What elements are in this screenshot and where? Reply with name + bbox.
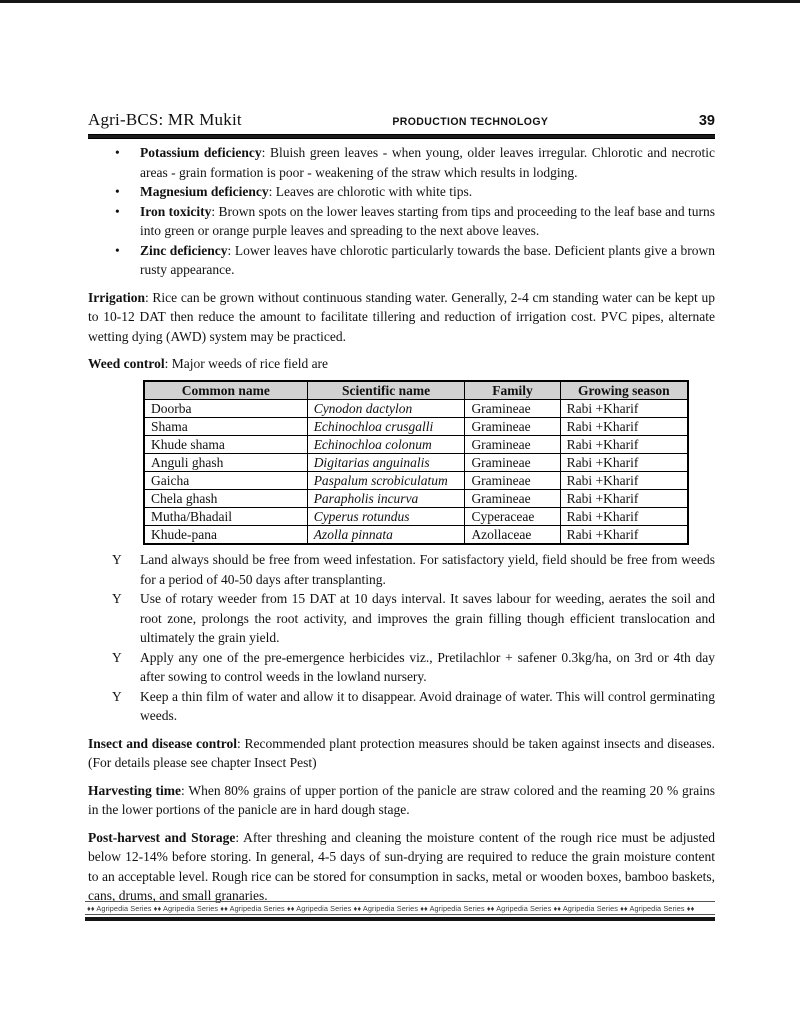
cell-family: Gramineae — [465, 418, 560, 436]
deficiency-text: : Bluish green leaves - when young, older leaves irregular. Chlorotic and necrotic areas - grain formation is poor - weakening of the straw which results in lodging. — [140, 145, 715, 180]
upsilon-bullet-icon: Υ — [112, 591, 122, 606]
paragraph-weed-control — [88, 354, 715, 374]
list-item — [88, 687, 715, 726]
cell-scientific-name: Digitarias anguinalis — [307, 454, 465, 472]
cell-scientific-name: Paspalum scrobiculatum — [307, 472, 465, 490]
cell-scientific-name: Azolla pinnata — [307, 526, 465, 545]
deficiency-list — [88, 143, 715, 280]
paragraph-lead: Insect and disease control — [88, 735, 238, 751]
paragraph-text: : Major weeds of rice field are — [164, 356, 329, 371]
cell-family: Gramineae — [465, 454, 560, 472]
table-row — [144, 454, 688, 472]
bullet-icon: • — [115, 145, 120, 160]
weed-practices-list — [88, 550, 715, 726]
cell-season: Rabi +Kharif — [560, 400, 688, 418]
cell-common-name: Anguli ghash — [144, 454, 307, 472]
footer-series-text: ♦♦ Agripedia Series ♦♦ Agripedia Series ♦♦ Agripedia Series ♦♦ Agripedia Series ♦♦ Agripedia Series ♦♦ Agripedia Series ♦♦ Agripedia Series ♦♦ Agripedia Series ♦♦ Agripedia Series ♦♦ — [85, 901, 715, 915]
page-content — [88, 110, 715, 906]
table-row — [144, 526, 688, 545]
deficiency-text: : Leaves are chlorotic with white tips. — [268, 184, 473, 199]
cell-season: Rabi +Kharif — [560, 472, 688, 490]
cell-family: Gramineae — [465, 400, 560, 418]
bullet-icon: • — [115, 184, 120, 199]
paragraph-text: : Rice can be grown without continuous standing water. Generally, 2-4 cm standing water can be kept up to 10-12 DAT then reduce the amount to facilitate tillering and reduction of irrigation cost. PVC pipes, alternate wetting dying (AWD) system may be practiced. — [88, 289, 715, 344]
list-item — [88, 589, 715, 648]
table-row — [144, 400, 688, 418]
deficiency-lead: Iron toxicity — [140, 203, 212, 219]
column-header-family: Family — [465, 381, 560, 400]
cell-season: Rabi +Kharif — [560, 454, 688, 472]
paragraph-text: : When 80% grains of upper portion of the panicle are straw colored and the reaming 20 % grains in the lower portions of the panicle are in hard dough stage. — [88, 782, 715, 817]
list-item — [88, 550, 715, 589]
deficiency-lead: Zinc deficiency — [140, 242, 228, 258]
deficiency-text: : Lower leaves have chlorotic particularly towards the base. Deficient plants give a brown rusty appearance. — [140, 242, 715, 277]
weeds-table — [143, 380, 689, 546]
practice-text: Land always should be free from weed infestation. For satisfactory yield, field should be free from weeds for a period of 40-50 days after transplanting. — [140, 552, 715, 587]
paragraph-irrigation — [88, 288, 715, 347]
cell-season: Rabi +Kharif — [560, 436, 688, 454]
column-header-common-name: Common name — [144, 381, 307, 400]
upsilon-bullet-icon: Υ — [112, 552, 122, 567]
cell-scientific-name: Echinochloa crusgalli — [307, 418, 465, 436]
cell-scientific-name: Parapholis incurva — [307, 490, 465, 508]
cell-common-name: Khude shama — [144, 436, 307, 454]
column-header-growing-season: Growing season — [560, 381, 688, 400]
list-item — [88, 143, 715, 182]
paragraph-text: : Recommended plant protection measures should be taken against insects and diseases. (For details please see chapter Insect Pest) — [88, 735, 715, 770]
table-row — [144, 472, 688, 490]
cell-common-name: Shama — [144, 418, 307, 436]
page-footer — [85, 901, 715, 921]
deficiency-text: : Brown spots on the lower leaves starting from tips and proceeding to the leaf base and turns into green or orange purple leaves and spreading to the next above leaves. — [140, 203, 715, 238]
practice-text: Apply any one of the pre-emergence herbicides viz., Pretilachlor + safener 0.3kg/ha, on 3rd or 4th day after sowing to control weeds in the lowland nursery. — [140, 649, 715, 684]
bullet-icon: • — [115, 203, 120, 219]
paragraph-lead: Irrigation — [88, 289, 145, 305]
table-row — [144, 418, 688, 436]
paragraph-text: : After threshing and cleaning the moisture content of the rough rice must be adjusted below 12-14% before storing. In general, 4-5 days of sun-drying are required to reduce the grain moisture content to an acceptable level. Rough rice can be stored for consumption in sacks, metal or wooden boxes, bamboo baskets, cans, drums, and small granaries. — [88, 829, 715, 903]
bullet-icon: • — [115, 242, 120, 258]
upsilon-bullet-icon: Υ — [112, 649, 122, 665]
column-header-scientific-name: Scientific name — [307, 381, 465, 400]
header-author: Agri-BCS: MR Mukit — [88, 110, 242, 129]
cell-scientific-name: Cyperus rotundus — [307, 508, 465, 526]
table-header-row — [144, 381, 688, 400]
cell-family: Gramineae — [465, 490, 560, 508]
cell-common-name: Khude-pana — [144, 526, 307, 545]
deficiency-lead: Magnesium deficiency — [140, 184, 269, 199]
cell-family: Cyperaceae — [465, 508, 560, 526]
cell-common-name: Gaicha — [144, 472, 307, 490]
table-row — [144, 436, 688, 454]
paragraph-post-harvest — [88, 828, 715, 906]
cell-season: Rabi +Kharif — [560, 490, 688, 508]
cell-scientific-name: Cynodon dactylon — [307, 400, 465, 418]
cell-common-name: Doorba — [144, 400, 307, 418]
table-row — [144, 490, 688, 508]
cell-season: Rabi +Kharif — [560, 418, 688, 436]
list-item — [88, 202, 715, 241]
page-top-edge — [0, 0, 800, 3]
page-header — [88, 110, 715, 131]
practice-text: Use of rotary weeder from 15 DAT at 10 days interval. It saves labour for weeding, aerates the soil and root zone, prolongs the root activity, and improves the grain filling though efficient translocation and ultimately the grain yield. — [140, 591, 715, 645]
cell-scientific-name: Echinochloa colonum — [307, 436, 465, 454]
cell-common-name: Chela ghash — [144, 490, 307, 508]
list-item — [88, 241, 715, 280]
page-number: 39 — [698, 113, 715, 129]
header-rule — [88, 134, 715, 139]
cell-common-name: Mutha/Bhadail — [144, 508, 307, 526]
paragraph-insect-control — [88, 734, 715, 773]
upsilon-bullet-icon: Υ — [112, 688, 122, 704]
cell-family: Gramineae — [465, 436, 560, 454]
list-item — [88, 648, 715, 687]
paragraph-lead: Post-harvest and Storage — [88, 829, 236, 845]
deficiency-lead: Potassium deficiency — [140, 145, 262, 160]
paragraph-harvesting-time — [88, 781, 715, 820]
footer-rule — [85, 917, 715, 921]
cell-season: Rabi +Kharif — [560, 508, 688, 526]
list-item — [88, 182, 715, 202]
paragraph-lead: Harvesting time — [88, 782, 182, 798]
cell-season: Rabi +Kharif — [560, 526, 688, 545]
table-row — [144, 508, 688, 526]
cell-family: Gramineae — [465, 472, 560, 490]
cell-family: Azollaceae — [465, 526, 560, 545]
practice-text: Keep a thin film of water and allow it to disappear. Avoid drainage of water. This will control germinating weeds. — [140, 688, 715, 723]
header-section-title: PRODUCTION TECHNOLOGY — [392, 115, 549, 129]
paragraph-lead: Weed control — [88, 356, 165, 371]
